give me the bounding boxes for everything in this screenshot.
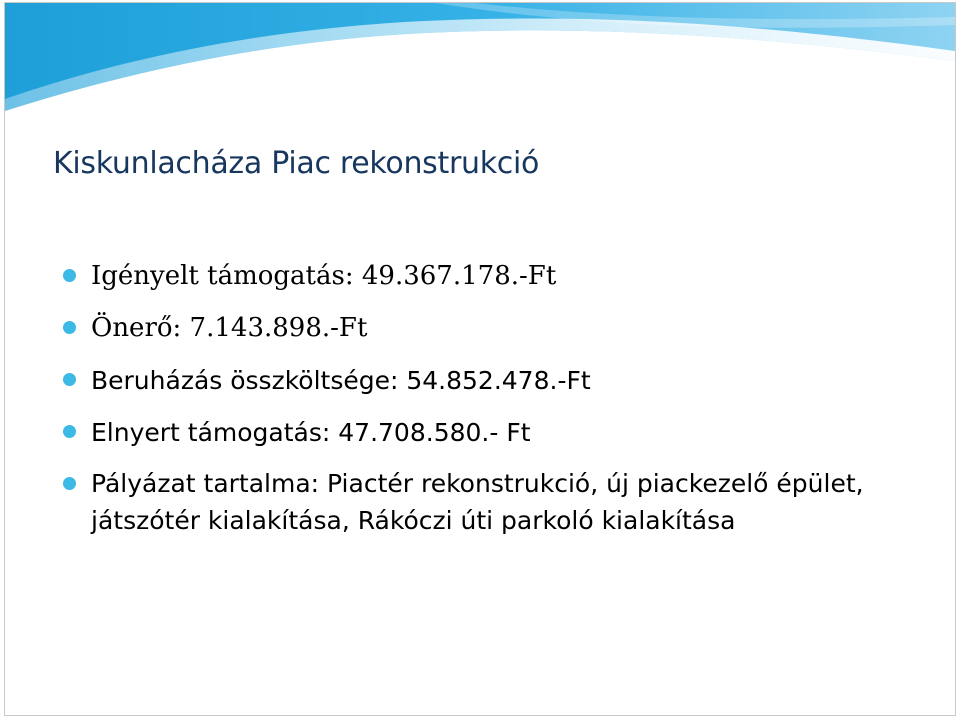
- bullet-text: Beruházás összköltsége: 54.852.478.-Ft: [91, 366, 591, 395]
- bullet-dot-icon: [63, 373, 76, 386]
- bullet-dot-icon: [63, 477, 76, 490]
- slide-title: Kiskunlacháza Piac rekonstrukció: [53, 146, 540, 181]
- bullet-list: [63, 257, 933, 552]
- bullet-dot-icon: [63, 321, 76, 334]
- bullet-item: [63, 257, 933, 296]
- bullet-dot-icon: [63, 269, 76, 282]
- bullet-text: Igényelt támogatás: 49.367.178.-Ft: [91, 261, 557, 291]
- slide: [4, 2, 956, 716]
- bullet-item: [63, 361, 933, 400]
- bullet-text: Önerő: 7.143.898.-Ft: [91, 313, 368, 343]
- bullet-text: Elnyert támogatás: 47.708.580.- Ft: [91, 418, 531, 447]
- header-wave-band: [5, 3, 955, 113]
- bullet-item: [63, 465, 933, 539]
- bullet-text: Pályázat tartalma: Piactér rekonstrukció, új piackezelő épület, játszótér kialakítása, Rákóczi úti parkoló kialakítása: [91, 469, 864, 535]
- bullet-item: [63, 309, 933, 348]
- bullet-item: [63, 413, 933, 452]
- bullet-dot-icon: [63, 425, 76, 438]
